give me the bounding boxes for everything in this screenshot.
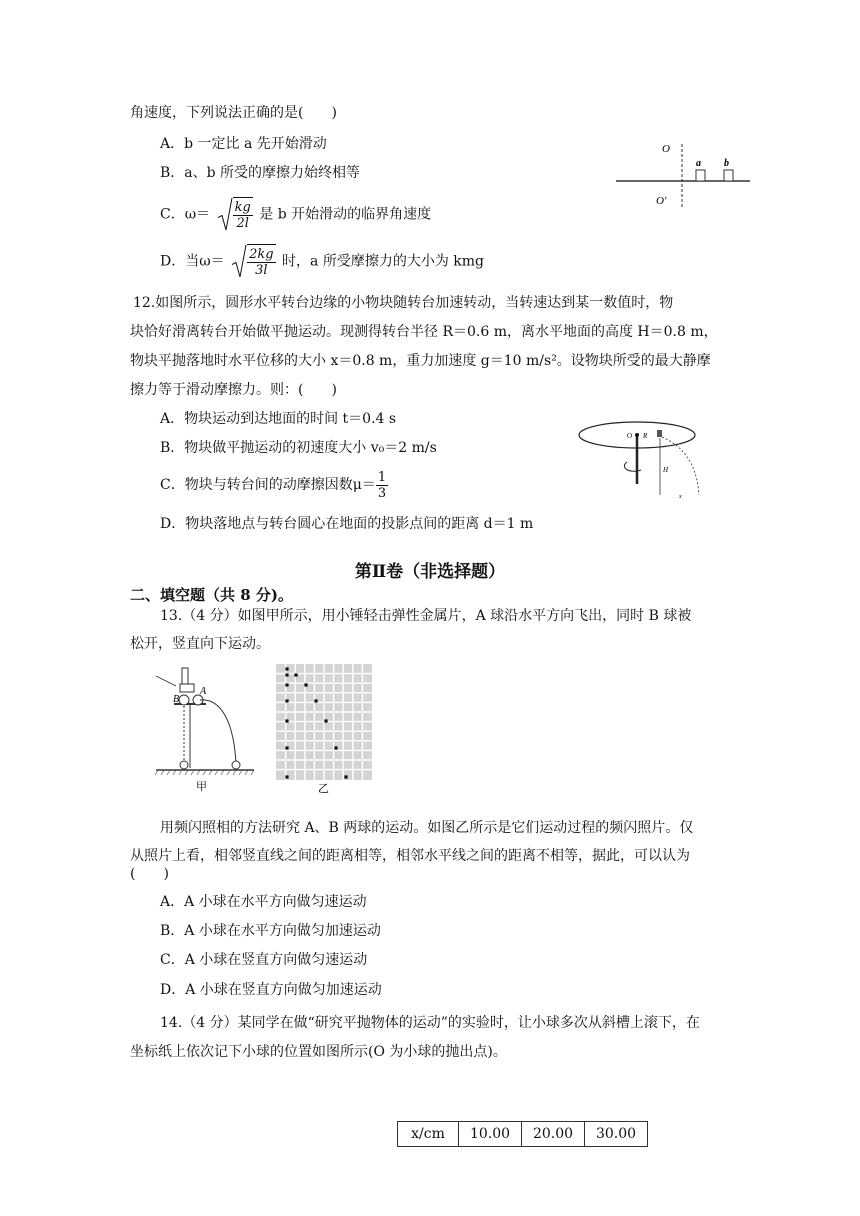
q13-option-d: D．A 小球在竖直方向做匀加速运动	[160, 982, 382, 998]
strobe-dot	[285, 667, 288, 670]
label-O: O	[627, 432, 633, 440]
label-jia: 甲	[196, 780, 207, 793]
q14-line-2: 坐标纸上依次记下小球的位置如图所示(O 为小球的抛出点)。	[130, 1044, 507, 1060]
strobe-dot	[344, 775, 347, 778]
q11-c-numerator: kg	[234, 199, 251, 215]
sqrt-expression	[217, 197, 253, 232]
q13-line-1: 13.（4 分）如图甲所示，用小锤轻击弹性金属片，A 球沿水平方向飞出，同时 B 球被	[160, 608, 692, 624]
q11-turntable-figure	[612, 138, 752, 208]
q11-option-c	[160, 197, 431, 232]
q13-figure-yi	[276, 664, 372, 796]
label-O-prime: O′	[656, 195, 667, 207]
q12-option-b: B．物块做平抛运动的初速度大小 v₀＝2 m/s	[160, 440, 437, 456]
strobe-dot	[285, 746, 288, 749]
label-R: R	[643, 432, 648, 440]
q13-para-1: 用频闪照相的方法研究 A、B 两球的运动。如图乙所示是它们运动过程的频闪照片。仅	[160, 820, 694, 836]
q11-d-numerator: 2kg	[249, 246, 274, 262]
table-cell: 10.00	[459, 1122, 522, 1147]
strobe-dot	[285, 719, 288, 722]
q14-line-1: 14.（4 分）某同学在做“研究平抛物体的运动”的实验时，让小球多次从斜槽上滚下，在	[160, 1015, 700, 1031]
small-block	[657, 430, 662, 437]
a-parabolic-path	[200, 700, 236, 764]
q11-option-c-prefix: C．ω＝	[160, 206, 211, 223]
ball-b	[179, 695, 189, 705]
strobe-dot	[314, 699, 317, 702]
table-cell: 30.00	[585, 1122, 648, 1147]
q12-c-numerator: 1	[377, 469, 387, 485]
q13-figure-jia	[150, 664, 262, 796]
q12-line-3: 物块平抛落地时水平位移的大小 x＝0.8 m，重力加速度 g＝10 m/s²。设物块所受的最大静摩	[130, 353, 711, 369]
q12-option-c	[160, 467, 388, 503]
q11-option-d	[160, 244, 484, 279]
sqrt-expression	[231, 244, 275, 279]
strobe-dot	[324, 719, 327, 722]
q12-c-denominator: 3	[377, 485, 387, 501]
section-heading: 二、填空题（共 8 分)。	[130, 586, 293, 604]
center-point	[635, 433, 639, 437]
radical-sign-icon	[217, 197, 233, 232]
q11-c-denominator: 2l	[236, 215, 249, 231]
strobe-dot	[334, 746, 337, 749]
label-A: A	[200, 686, 207, 697]
strobe-dot	[285, 673, 288, 676]
hammer	[182, 668, 188, 684]
q11-option-d-prefix: D．当ω＝	[160, 253, 225, 270]
table-header-cell: x/cm	[398, 1122, 459, 1147]
label-a: a	[696, 158, 701, 169]
q11-option-a: A．b 一定比 a 先开始滑动	[160, 136, 327, 152]
strobe-dot	[304, 683, 307, 686]
q11-stem-tail: 角速度，下列说法正确的是( )	[130, 105, 337, 121]
q14-data-table	[397, 1121, 648, 1147]
q11-option-b: B．a、b 所受的摩擦力始终相等	[160, 165, 361, 181]
ball-a-landing	[232, 761, 240, 769]
q12-line-1: 12.如图所示，圆形水平转台边缘的小物块随转台加速转动，当转速达到某一数值时，物	[133, 295, 674, 311]
section-title: 第Ⅱ卷（非选择题）	[354, 562, 506, 582]
table-cell: 20.00	[522, 1122, 585, 1147]
q13-option-b: B．A 小球在水平方向做匀加速运动	[160, 923, 381, 939]
q11-option-c-suffix: 是 b 开始滑动的临界角速度	[259, 206, 432, 223]
q13-para-2: 从照片上看，相邻竖直线之间的距离相等，相邻水平线之间的距离不相等，据此，可以认为	[130, 848, 690, 864]
label-H: H	[663, 466, 669, 474]
hammer-arrow-icon	[156, 676, 176, 686]
label-O: O	[662, 143, 670, 155]
strobe-dot	[285, 775, 288, 778]
q13-para-3: ( )	[130, 866, 169, 882]
label-x: x	[679, 494, 682, 500]
radical-sign-icon	[231, 244, 247, 279]
q12-turntable-figure	[575, 418, 705, 500]
ball-b-landing	[180, 761, 188, 769]
strobe-dot	[285, 699, 288, 702]
strobe-dot	[294, 673, 297, 676]
strobe-dot	[285, 683, 288, 686]
label-B: B	[173, 694, 180, 705]
q12-option-a: A．物块运动到达地面的时间 t＝0.4 s	[160, 411, 397, 427]
q13-option-a: A．A 小球在水平方向做匀速运动	[160, 894, 367, 910]
block-a	[696, 170, 705, 181]
q11-d-denominator: 3l	[255, 262, 268, 278]
q13-option-c: C．A 小球在竖直方向做匀速运动	[160, 952, 368, 968]
hammer-head	[180, 684, 194, 692]
q13-line-2: 松开，竖直向下运动。	[130, 636, 270, 652]
block-b	[724, 170, 733, 181]
label-b: b	[724, 158, 729, 169]
rotation-arrow-icon	[624, 462, 641, 471]
q12-line-2: 块恰好滑离转台开始做平抛运动。现测得转台半径 R＝0.6 m，离水平地面的高度 H＝0.8 m，	[130, 324, 718, 340]
q12-line-4: 擦力等于滑动摩擦力。则：( )	[130, 382, 337, 398]
q12-option-c-prefix: C．物块与转台间的动摩擦因数μ＝	[160, 477, 376, 493]
label-yi: 乙	[318, 782, 329, 795]
q12-option-d: D．物块落地点与转台圆心在地面的投影点间的距离 d＝1 m	[160, 516, 534, 532]
table-row	[398, 1122, 648, 1147]
q11-option-d-suffix: 时，a 所受摩擦力的大小为 kmg	[282, 253, 484, 270]
